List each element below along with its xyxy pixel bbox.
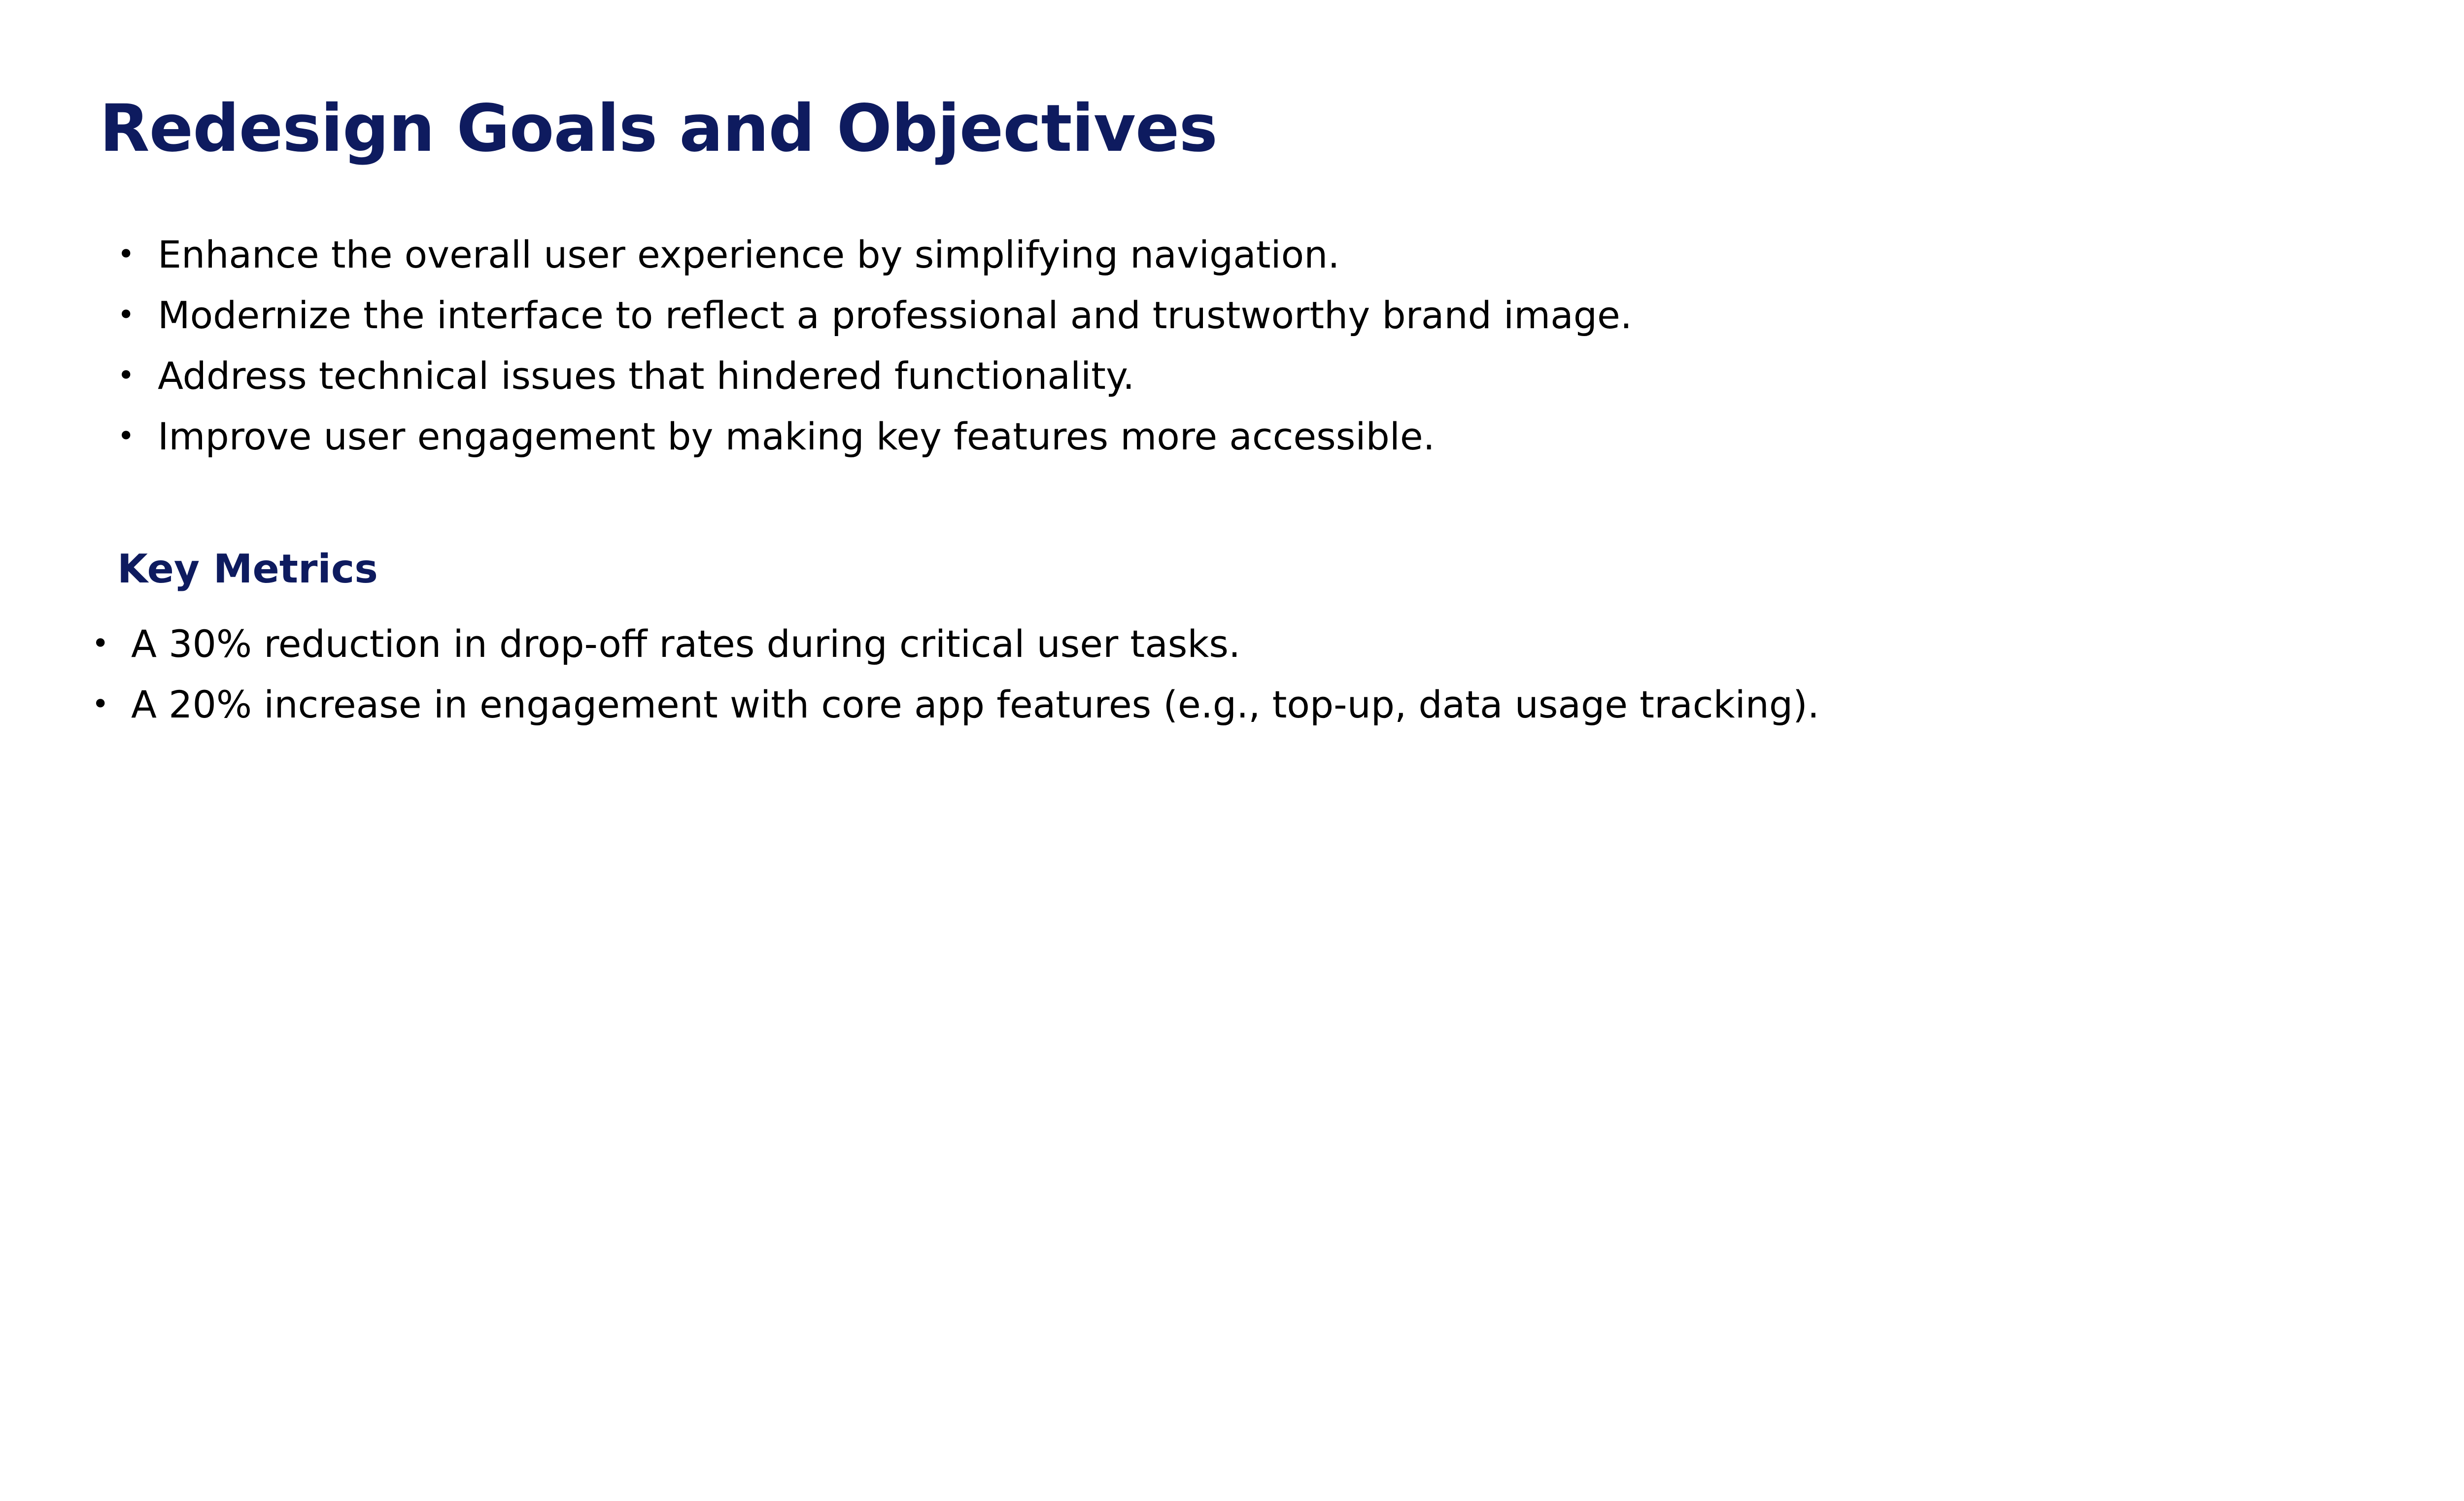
metric-text: A 30% reduction in drop-off rates during critical user tasks. bbox=[131, 622, 1241, 666]
page-title: Redesign Goals and Objectives bbox=[100, 91, 1217, 167]
bullet-marker: • bbox=[117, 419, 135, 453]
bullet-marker: • bbox=[117, 298, 135, 332]
goal-text: Address technical issues that hindered functionality. bbox=[158, 354, 1135, 398]
bullet-marker: • bbox=[117, 237, 135, 272]
goal-text: Improve user engagement by making key features more accessible. bbox=[158, 414, 1435, 458]
bullet-marker: • bbox=[92, 626, 109, 661]
goal-text: Enhance the overall user experience by simplifying navigation. bbox=[158, 233, 1340, 276]
bullet-marker: • bbox=[92, 687, 109, 721]
metric-text: A 20% increase in engagement with core app features (e.g., top-up, data usage tracking). bbox=[131, 682, 1819, 726]
bullet-marker: • bbox=[117, 358, 135, 393]
goal-text: Modernize the interface to reflect a professional and trustworthy brand image. bbox=[158, 293, 1632, 337]
key-metrics-heading: Key Metrics bbox=[117, 546, 378, 592]
